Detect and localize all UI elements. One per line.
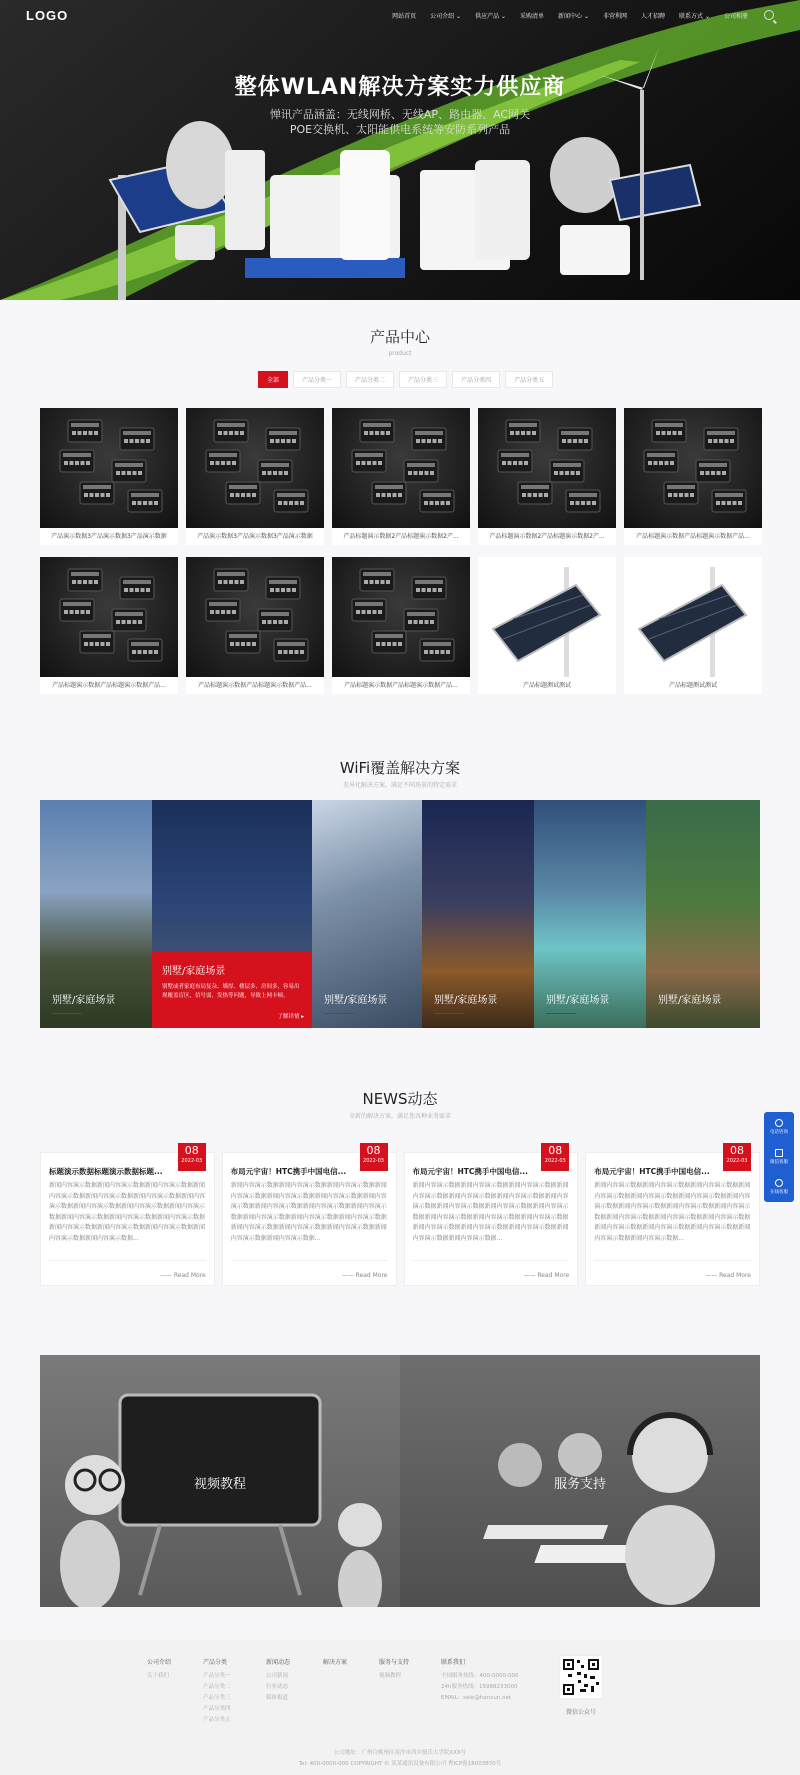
- wechat-qr-code: [559, 1655, 603, 1699]
- product-caption[interactable]: 产品标题测试测试: [522, 682, 571, 689]
- nav-item-news-label: 新闻中心: [558, 12, 583, 20]
- nav-item-purchase[interactable]: 采购清单: [520, 12, 545, 20]
- footer-column: [203, 1657, 231, 1726]
- news-day: 08: [184, 1144, 199, 1157]
- qr-label: 微信公众号: [565, 1709, 596, 1716]
- tab-category-4[interactable]: 产品分类四: [452, 371, 500, 388]
- product-image[interactable]: [186, 557, 324, 677]
- news-divider: [413, 1260, 570, 1261]
- qr-icon: [775, 1149, 783, 1157]
- nav-item-jobs[interactable]: 人才招聘: [641, 12, 666, 20]
- product-image[interactable]: [624, 557, 762, 677]
- wifi-scene-panel[interactable]: [312, 800, 422, 1028]
- hero-graphic: [0, 0, 800, 300]
- product-image[interactable]: [40, 557, 178, 677]
- footer-column-heading[interactable]: 公司介绍: [147, 1659, 172, 1666]
- news-date-badge: [541, 1143, 569, 1171]
- footer-link[interactable]: 关于我们: [147, 1673, 170, 1679]
- news-day: 08: [366, 1144, 381, 1157]
- solar-panel-icon: [624, 557, 762, 677]
- product-image[interactable]: [332, 408, 470, 528]
- wifi-scene-label: 别墅/家庭场景: [52, 995, 116, 1006]
- wifi-featured-more-link[interactable]: 了解详情 ▸: [277, 1014, 304, 1020]
- nav-item-products[interactable]: 供应产品 ⌄: [475, 12, 507, 20]
- footer-link[interactable]: 产品分类一: [203, 1673, 231, 1679]
- footer-column: [266, 1657, 290, 1704]
- online-service-label: 在线客服: [770, 1190, 788, 1195]
- wifi-scene-panel[interactable]: [152, 800, 312, 1028]
- news-year-month: 2022-03: [544, 1158, 566, 1164]
- news-card[interactable]: [404, 1144, 579, 1286]
- product-card[interactable]: [186, 408, 324, 545]
- news-title: NEWS动态: [362, 1090, 438, 1108]
- news-card[interactable]: [40, 1144, 215, 1286]
- product-card[interactable]: [40, 408, 178, 545]
- nav-item-products-label: 供应产品: [475, 12, 500, 20]
- footer-link[interactable]: 产品分类四: [203, 1706, 231, 1712]
- news-excerpt: 新闻内容演示数据新闻内容演示数据新闻内容演示数据新闻内容演示数据新闻内容演示数据新闻内容演示数据新闻内容演示数据新闻内容演示数据新闻内容演示数据新闻内容演示数据新闻内容演示数据新闻内容演示数据新闻内容演示数据新闻内容演示数据新闻内容演示数据新闻内容演示数据新闻内容演示数据新闻内容演示数据...: [412, 1182, 569, 1242]
- service-support-block[interactable]: [400, 1355, 760, 1607]
- footer-link[interactable]: 视频教程: [379, 1673, 402, 1679]
- wifi-scene-panel[interactable]: [422, 800, 534, 1028]
- product-caption[interactable]: 产品标题演示数据产品标题演示数据产品...: [344, 682, 458, 689]
- phone-consult-button[interactable]: [764, 1112, 794, 1142]
- footer-column-heading[interactable]: 服务与支持: [379, 1659, 410, 1666]
- nav-item-home[interactable]: 网站首页: [392, 12, 417, 20]
- footer-column: [441, 1657, 518, 1704]
- wifi-scene-label: 别墅/家庭场景: [658, 995, 722, 1006]
- floating-contact-bar: [764, 1112, 794, 1202]
- news-date-badge: [178, 1143, 206, 1171]
- product-image[interactable]: [624, 408, 762, 528]
- news-read-more-link[interactable]: —— Read More: [159, 1272, 206, 1279]
- ethernet-switch-icon: [40, 408, 178, 528]
- nav-item-contact[interactable]: 联系方式 ⌄: [679, 12, 710, 20]
- news-divider: [49, 1260, 206, 1261]
- chat-icon: [775, 1179, 783, 1187]
- video-tutorial-block[interactable]: [40, 1355, 400, 1607]
- product-caption[interactable]: 产品标题演示数据2产品标题演示数据2产...: [343, 533, 459, 540]
- wifi-scene-label: 别墅/家庭场景: [324, 995, 388, 1006]
- news-read-more-link[interactable]: —— Read More: [341, 1272, 388, 1279]
- qr-code-icon: [560, 1656, 602, 1698]
- search-icon[interactable]: [764, 10, 774, 20]
- news-divider: [231, 1260, 388, 1261]
- news-card[interactable]: [585, 1144, 760, 1286]
- tab-category-3[interactable]: 产品分类三: [399, 371, 447, 388]
- product-caption[interactable]: 产品演示数据3产品演示数据3产品演示数据: [51, 533, 167, 540]
- footer-column: [323, 1657, 347, 1671]
- product-caption[interactable]: 产品标题测试测试: [668, 682, 717, 689]
- hero-subline-2: POE交换机、太阳能供电系统等安防系列产品: [289, 123, 511, 136]
- nav-item-contact-label: 联系方式: [679, 12, 704, 20]
- wifi-scene-panel[interactable]: [646, 800, 760, 1028]
- footer-column: [147, 1657, 171, 1682]
- wifi-scene-panel[interactable]: [534, 800, 646, 1028]
- online-service-button[interactable]: [764, 1172, 794, 1202]
- product-card[interactable]: [478, 408, 616, 545]
- wifi-scene-underline: [434, 1013, 464, 1015]
- product-caption[interactable]: 产品标题演示数据产品标题演示数据产品...: [198, 682, 312, 689]
- product-image[interactable]: [478, 408, 616, 528]
- product-image[interactable]: [478, 557, 616, 677]
- ethernet-switch-icon: [186, 557, 324, 677]
- news-date-badge: [360, 1143, 388, 1171]
- footer-link[interactable]: 行业动态: [266, 1684, 289, 1690]
- footer-column: [379, 1657, 409, 1682]
- nav-item-about[interactable]: 公司介绍 ⌄: [430, 12, 462, 20]
- footer: [0, 1640, 800, 1775]
- footer-link[interactable]: 全国服务热线：400-0000-000: [441, 1673, 519, 1679]
- product-caption[interactable]: 产品标题演示数据产品标题演示数据产品...: [636, 533, 750, 540]
- tab-category-5[interactable]: 产品分类五: [505, 371, 553, 388]
- news-day: 08: [548, 1144, 563, 1157]
- news-list: [40, 1144, 760, 1286]
- ethernet-switch-icon: [40, 557, 178, 677]
- news-read-more-link[interactable]: —— Read More: [523, 1272, 570, 1279]
- product-caption[interactable]: 产品标题演示数据产品标题演示数据产品...: [52, 682, 166, 689]
- hero-banner: [0, 0, 800, 300]
- news-day: 08: [730, 1144, 744, 1157]
- ethernet-switch-icon: [332, 557, 470, 677]
- news-excerpt: 新闻内容演示数据新闻内容演示数据新闻内容演示数据新闻内容演示数据新闻内容演示数据新闻内容演示数据新闻内容演示数据新闻内容演示数据新闻内容演示数据新闻内容演示数据新闻内容演示数据新闻内容演示数据新闻内容演示数据新闻内容演示数据新闻内容演示数据新闻内容演示数据新闻内容演示数据新闻内容演示数据...: [230, 1182, 387, 1242]
- news-title[interactable]: 布局元宇宙！HTC携手中国电信...: [230, 1167, 347, 1176]
- tab-all[interactable]: 全部: [258, 371, 288, 388]
- footer-link[interactable]: 产品分类五: [203, 1717, 231, 1723]
- news-title[interactable]: 标题演示数据标题演示数据标题...: [49, 1167, 163, 1176]
- product-card[interactable]: [332, 557, 470, 694]
- footer-column-heading[interactable]: 联系我们: [441, 1659, 466, 1666]
- news-excerpt: 新闻内容演示数据新闻内容演示数据新闻内容演示数据新闻内容演示数据新闻内容演示数据新闻内容演示数据新闻内容演示数据新闻内容演示数据新闻内容演示数据新闻内容演示数据新闻内容演示数据新闻内容演示数据新闻内容演示数据新闻内容演示数据新闻内容演示数据新闻内容演示数据新闻内容演示数据新闻内容演示数据...: [49, 1182, 206, 1242]
- service-banner: [40, 1355, 760, 1607]
- wifi-featured-card[interactable]: [152, 952, 312, 1028]
- nav-item-nonprofit[interactable]: 非营利网: [603, 12, 628, 20]
- news-excerpt: 新闻内容演示数据新闻内容演示数据新闻内容演示数据新闻内容演示数据新闻内容演示数据新闻内容演示数据新闻内容演示数据新闻内容演示数据新闻内容演示数据新闻内容演示数据新闻内容演示数据新闻内容演示数据新闻内容演示数据新闻内容演示数据新闻内容演示数据新闻内容演示数据新闻内容演示数据新闻内容演示数据...: [594, 1182, 751, 1242]
- wifi-solutions: [40, 800, 760, 1028]
- footer-copyright: Tel: 400-0000-000 COPYRIGHT © 某某通讯设备有限公司 粤ICP备18003870号: [298, 1761, 502, 1767]
- site-logo[interactable]: LOGO: [26, 7, 69, 23]
- hero-subline-1: 惮讯产品涵盖：无线网桥、无线AP、路由器、AC网关: [269, 108, 531, 121]
- ethernet-switch-icon: [478, 408, 616, 528]
- tab-category-2[interactable]: 产品分类二: [346, 371, 394, 388]
- footer-bottom: [0, 1748, 800, 1770]
- headset-icon: [775, 1119, 783, 1127]
- main-menu: [378, 10, 774, 20]
- news-date-badge: [723, 1143, 751, 1171]
- news-title[interactable]: 布局元宇宙！HTC携手中国电信...: [594, 1167, 710, 1176]
- wifi-featured-desc: 别墅或者家庭布局复杂、墙厚、楼层多、房间多，容易出现覆盖盲区，信号弱、发热等问题，导致上网卡顿。: [162, 984, 300, 999]
- news-card[interactable]: [222, 1144, 397, 1286]
- product-image[interactable]: [186, 408, 324, 528]
- news-subtitle: 全新的解决方案，满足您各种业务需求: [348, 1113, 451, 1120]
- product-caption[interactable]: 产品标题演示数据2产品标题演示数据2产...: [489, 533, 605, 540]
- ethernet-switch-icon: [332, 408, 470, 528]
- video-tutorial-label: 视频教程: [193, 1477, 246, 1492]
- product-card[interactable]: [40, 557, 178, 694]
- wifi-scene-underline: [324, 1013, 354, 1015]
- ethernet-switch-icon: [624, 408, 762, 528]
- tab-category-1[interactable]: 产品分类一: [293, 371, 341, 388]
- hero-title: 整体WLAN解决方案实力供应商: [234, 75, 566, 100]
- wechat-service-label: 微信客服: [770, 1160, 788, 1165]
- product-card[interactable]: [478, 557, 616, 694]
- wifi-scene-underline: [52, 1013, 82, 1015]
- phone-consult-label: 电话咨询: [770, 1130, 788, 1135]
- product-image[interactable]: [40, 408, 178, 528]
- footer-column-heading[interactable]: 解决方案: [323, 1659, 348, 1666]
- news-year-month: 2022-03: [363, 1158, 384, 1164]
- wifi-scene-underline: [658, 1013, 688, 1015]
- products-subtitle: product: [388, 350, 412, 357]
- nav-item-about-label: 公司介绍: [430, 12, 455, 20]
- product-image[interactable]: [332, 557, 470, 677]
- news-divider: [594, 1260, 751, 1261]
- news-read-more-link[interactable]: —— Read More: [705, 1272, 751, 1279]
- footer-link[interactable]: 公司新闻: [266, 1673, 289, 1679]
- product-card[interactable]: [186, 557, 324, 694]
- news-title[interactable]: 布局元宇宙！HTC携手中国电信...: [412, 1167, 528, 1176]
- footer-column-heading[interactable]: 新闻动态: [266, 1659, 291, 1666]
- footer-link[interactable]: 产品分类三: [203, 1695, 231, 1701]
- footer-column-heading[interactable]: 产品分类: [203, 1659, 228, 1666]
- wifi-scene-label: 别墅/家庭场景: [434, 995, 498, 1006]
- product-card[interactable]: [624, 557, 762, 694]
- products-title: 产品中心: [369, 328, 430, 346]
- news-year-month: 2022-03: [181, 1158, 203, 1164]
- nav-item-album[interactable]: 公司相册: [723, 12, 748, 20]
- product-tabs: [258, 371, 558, 388]
- news-year-month: 2022-03: [726, 1158, 748, 1164]
- nav-item-news[interactable]: 新闻中心 ⌄: [558, 12, 589, 20]
- solar-panel-icon: [478, 557, 616, 677]
- wifi-scene-underline: [546, 1013, 576, 1015]
- wifi-scene-panel[interactable]: [40, 800, 152, 1028]
- wifi-scene-label: 别墅/家庭场景: [546, 995, 610, 1006]
- footer-address: 公司地址：广州白桃州区南沙市西乡镇乐大学院XXX号: [333, 1750, 467, 1756]
- footer-link[interactable]: 24h服务热线：15988233000: [441, 1684, 518, 1690]
- product-card[interactable]: [332, 408, 470, 545]
- top-navbar: [0, 0, 800, 30]
- service-support-label: 服务支持: [553, 1477, 606, 1492]
- product-card[interactable]: [624, 408, 762, 545]
- footer-link[interactable]: 媒体报道: [266, 1695, 289, 1701]
- wechat-service-button[interactable]: [764, 1142, 794, 1172]
- product-caption[interactable]: 产品演示数据3产品演示数据3产品演示数据: [197, 533, 313, 540]
- ethernet-switch-icon: [186, 408, 324, 528]
- footer-link[interactable]: EMAIL：sale@hanxun.net: [441, 1695, 512, 1701]
- wifi-featured-title: 别墅/家庭场景: [162, 966, 226, 977]
- wifi-subtitle: 差异化解决方案，满足不同场景的特定需求: [342, 782, 457, 789]
- footer-link[interactable]: 产品分类二: [203, 1684, 231, 1690]
- product-grid: [40, 408, 760, 694]
- wifi-title: WiFi覆盖解决方案: [339, 759, 461, 777]
